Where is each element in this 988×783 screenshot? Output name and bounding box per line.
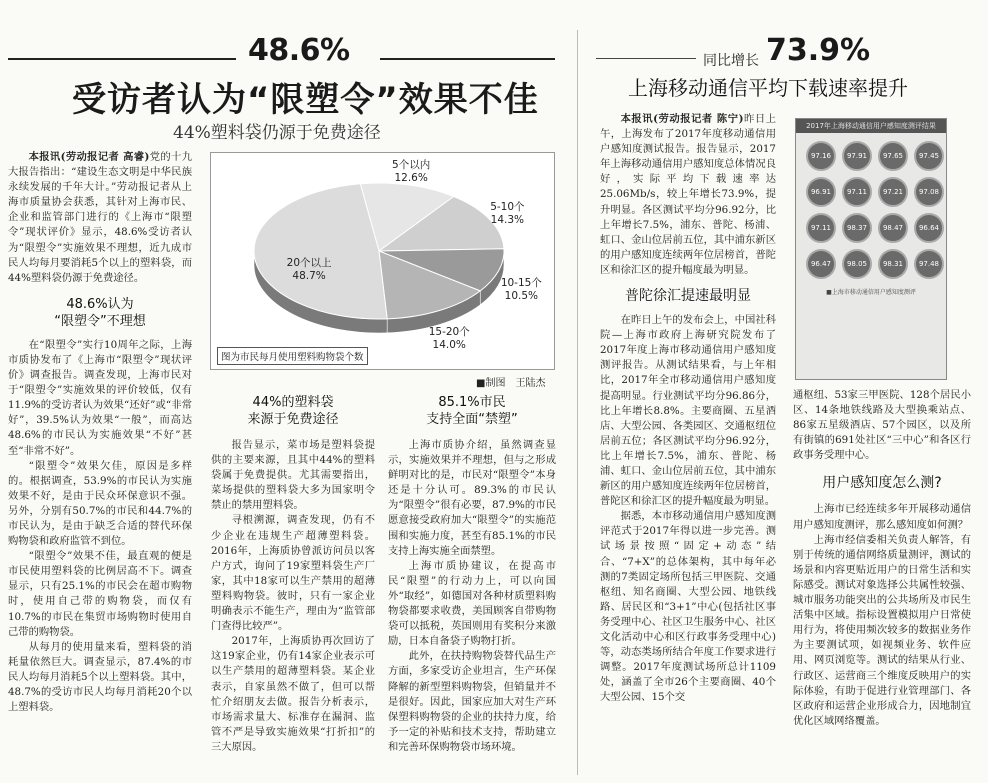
map-score-badge: 97.16 [806,141,836,171]
right-sec1-p2: 据悉，本市移动通信用户感知度测评范式于2017年得以进一步完善。测试场景按照“固定+动态”结合、“7+X”的总体架构，其中每年必测的7类固定场所包括三甲医院、交通枢纽、知名商圈、大型公园、地铁线路、居民区和“3+1”中心(包括社区事务受理中心、社区卫生服务中心、社区文化活动中心和区行政事务受理中心)等，动态类场所结合年度工作要求进行调整。2017年度测试场所总计1109处，涵盖了全市26个主要商圈、40个大型公园、15个交 [600,510,776,704]
pie-label-category: 10-15个 [500,277,542,290]
map-score-badge: 97.65 [878,141,908,171]
pie-caption: 图为市民每月使用塑料购物袋个数 [217,347,368,365]
map-score-badge: 97.45 [914,141,944,171]
left-sec3-head: 85.1%市民 支持全面“禁塑” [426,395,518,427]
map-score-badge: 97.91 [842,141,872,171]
map-district-2 [878,141,908,171]
map-district-13 [842,249,872,279]
pie-chart [210,152,555,370]
map-district-12 [806,249,836,279]
pie-svg [211,153,556,371]
left-sec1-p3: “限塑令”效果不佳，最直观的便是市民使用塑料袋的比例居高不下。调查显示，只有25.1%的市民会在超市购物时，使用自己带的购物袋，而仅有10.7%的市民在集贸市场购物时使用自己带的购物袋。 [8,550,192,638]
left-sec2-p2: 寻根溯源，调查发现，仍有不少企业在违规生产超薄塑料袋。2016年，上海质协曾派访问员以客户方式，询问了19家塑料袋生产厂家，其中18家可以生产禁用的超薄塑料购物袋。彼时，只有一家企业明确表示不能生产，理由为“监管部门查得比较严”。 [211,514,375,633]
right-sec1-p1: 在昨日上午的发布会上，中国社科院—上海市政府上海研究院发布了2017年度上海市移动通信用户感知度测评报告。从测试结果看，与上年相比，2017年全市移动通信用户感知度提高明显。行业测试平均分96.86分，比上年增长8.8%。主要商圈、五星酒店、大型公园、各类园区、交通枢纽位居前五位；各区测试平均分96.92分，比上年增长7.5%，浦东、普陀、杨浦、虹口、金山位居前五位，其中浦东新区的用户感知度连续两年位居榜首，普陀区和徐汇区的提升幅度最为明显。 [600,314,776,508]
right-col-2 [793,388,971,729]
right-sec1-head: 普陀徐汇提速最明显 [625,288,751,305]
map-district-6 [878,177,908,207]
map-district-3 [914,141,944,171]
map-district-11 [914,213,944,243]
pie-label-value: 14.0% [432,338,466,351]
map-score-badge: 97.48 [914,249,944,279]
pie-label-category: 5-10个 [490,200,525,213]
left-sec1-p4: 从每月的使用量来看，塑料袋的消耗量依然巨大。调查显示，87.4%的市民人均每月消耗5个以上塑料袋。其中，48.7%的受访市民人均每月消耗20个以上塑料袋。 [8,640,192,714]
map-district-7 [914,177,944,207]
right-sec1-continued: 通枢纽、53家三甲医院、128个居民小区、14条地铁线路及大型换乘站点、86家五星级酒店、57个园区，以及所有街镇的691处社区“三中心”和各区行政事务受理中心。 [793,389,971,462]
left-sec3-p2: 上海市质协建议，在提高市民“限塑”的行动力上，可以向国外“取经”，如德国对各种材质塑料购物袋都要求收费，美国顾客自带购物袋可以抵税，英国则用有奖积分来激励，日本自备袋子购物打折。 [388,559,556,648]
title-rule-right [380,58,555,60]
map-score-badge: 96.47 [806,249,836,279]
left-sec1-p2: “限塑令”效果欠佳，原因是多样的。根据调查，53.9%的市民认为实施效果不好，是由于民众环保意识不强。另外，分别有50.7%的市民和44.7%的市民认为，是由于缺乏合适的替代环保购物袋和政府监管不到位。 [8,459,192,548]
map-footer: ■上海市移动通信用户感知度测评 [826,289,916,296]
district-map-graphic [795,118,947,380]
left-sec3-p1: 上海市质协介绍，虽然调查显示，实施效果并不理想，但与之形成鲜明对比的是，市民对“限塑令”本身还是十分认可。89.3%的市民认为“限塑令”很有必要，87.9%的市民愿意接受政府加大“限塑令”的实施范围和实施力度，甚至有85.1%的市民支持上海实施全面禁塑。 [388,439,556,557]
left-byline: 本报讯(劳动报记者 高睿) [28,151,150,163]
map-score-badge: 97.21 [878,177,908,207]
pie-label-2 [501,275,542,302]
pie-label-value: 48.7% [292,270,326,283]
map-score-badge: 96.91 [806,177,836,207]
left-sec1-head: 48.6%认为 “限塑令”不理想 [54,296,146,329]
map-score-badge: 98.31 [878,249,908,279]
title-rule-left [8,58,236,60]
chart-credit: ■制图 王陆杰 [476,378,546,389]
right-headline: 上海移动通信平均下载速率提升 [628,76,908,100]
pie-label-3 [429,324,470,351]
pie-label-value: 14.3% [490,213,525,226]
left-headline: 受访者认为“限塑令”效果不佳 [72,80,539,120]
pie-label-category: 5个以内 [392,158,431,171]
right-title-rule [596,58,696,59]
left-intro: 党的十九大报告指出：“建设生态文明是中华民族永续发展的千年大计。”劳动报记者从上海市质量协会获悉，其针对上海市民、企业和监管部门进行的《上海市“限塑令”现状评价》显示，48.6%受访者认为“限塑令”实施效果不理想，近九成市民人均每月要消耗5个以上的塑料袋，而44%塑料袋仍源于免费途径。 [8,151,192,284]
map-district-10 [878,213,908,243]
map-score-badge: 98.37 [842,213,872,243]
left-col-1 [8,150,192,715]
right-byline: 本报讯(劳动报记者 陈宁) [620,113,744,125]
left-subtitle: 44%塑料袋仍源于免费途径 [173,123,381,143]
map-score-badge: 98.05 [842,249,872,279]
pie-label-4 [287,255,332,282]
right-col-1 [600,112,776,705]
left-col-2 [211,390,375,755]
map-score-badge: 97.11 [806,213,836,243]
pie-label-0 [392,157,430,184]
right-intro: 昨日上午，上海发布了2017年度移动通信用户感知度测试报告。报告显示，2017年上海移动通信用户感知度总体情况良好，实际平均下载速率达25.06Mb/s，较上年增长73.9%，提升明显。各区测试平均分96.92分，比上年增长7.5%，浦东、普陀、杨浦、虹口、金山位居前五位，其中浦东新区的用户感知度连续两年位居榜首，普陀区和徐汇区的提升幅度最为明显。 [600,113,776,276]
pie-label-category: 20个以上 [286,257,332,270]
right-sec2-p1: 上海市已经连续多年开展移动通信用户感知度测评，那么感知度如何测？ [793,503,971,531]
map-score-badge: 96.64 [914,213,944,243]
pie-label-category: 15-20个 [428,325,470,338]
right-label: 同比增长 [703,53,759,69]
map-district-0 [806,141,836,171]
pie-label-value: 12.6% [394,171,428,184]
right-sec2-head: 用户感知度怎么测? [822,475,942,492]
left-col-3 [388,390,556,755]
map-district-1 [842,141,872,171]
left-sec2-head: 44%的塑料袋 来源于免费途径 [247,395,339,427]
left-headline-number: 48.6% [248,33,350,68]
left-sec3-p3: 此外，在扶持购物袋替代品生产方面，多家受访企业坦言，生产环保降解的新型塑料购物袋，但销量并不是很好。因此，国家应加大对生产环保塑料购物袋的企业的扶持力度，给予一定的补贴和技术支持，帮助建立和完善环保购物袋市场环境。 [388,650,556,753]
pie-label-1 [490,199,524,226]
map-score-badge: 98.47 [878,213,908,243]
map-district-5 [842,177,872,207]
map-district-4 [806,177,836,207]
map-score-badge: 97.08 [914,177,944,207]
right-sec2-p2: 上海市经信委相关负责人解答，有别于传统的通信网络质量测评，测试的场景和内容更贴近用户的日常生活和实际感受。测试对象选择公共属性较强、城市服务功能突出的公共场所及市民生活集中区域。指标设置模拟用户日常使用行为，将使用频次较多的数据业务作为主要测试项，如视频业务、软件应用、网页浏览等。测试的结果从行业、行政区、运营商三个维度反映用户的实际体验，有助于促进行业管理部门、各区政府和运营企业形成合力，因地制宜优化区域网络覆盖。 [793,533,971,727]
map-district-8 [806,213,836,243]
pie-label-value: 10.5% [504,290,538,303]
map-district-14 [878,249,908,279]
page-divider [577,30,578,775]
left-sec2-p3: 2017年，上海质协再次回访了这19家企业，仍有14家企业表示可以生产禁用的超薄塑料袋。某企业表示，自家虽然不做了，但可以帮忙介绍朋友去做。报告分析表示，市场需求量大、标准存在漏洞、监管不严是导致实施效果“打折扣”的三大原因。 [211,635,375,753]
map-district-15 [914,249,944,279]
map-score-badge: 97.11 [842,177,872,207]
map-header: 2017年上海移动通信用户感知度测评结果 [796,119,946,133]
left-sec2-p1: 报告显示，菜市场是塑料袋提供的主要来源，且其中44%的塑料袋属于免费提供。尤其需要指出，菜场提供的塑料袋大多为国家明令禁止的禁用塑料袋。 [211,439,375,512]
map-district-9 [842,213,872,243]
left-sec1-p1: 在“限塑令”实行10周年之际，上海市质协发布了《上海市“限塑令”现状评价》调查报告。调查发现，上海市民对于“限塑令”实施效果的评价较低，仅有11.9%的受访者认为效果“还好”或“非常好”，39.5%认为效果“一般”，而高达48.6%的市民认为实施效果“不好”甚至“非常不好”。 [8,338,192,457]
right-headline-number: 73.9% [766,33,871,68]
